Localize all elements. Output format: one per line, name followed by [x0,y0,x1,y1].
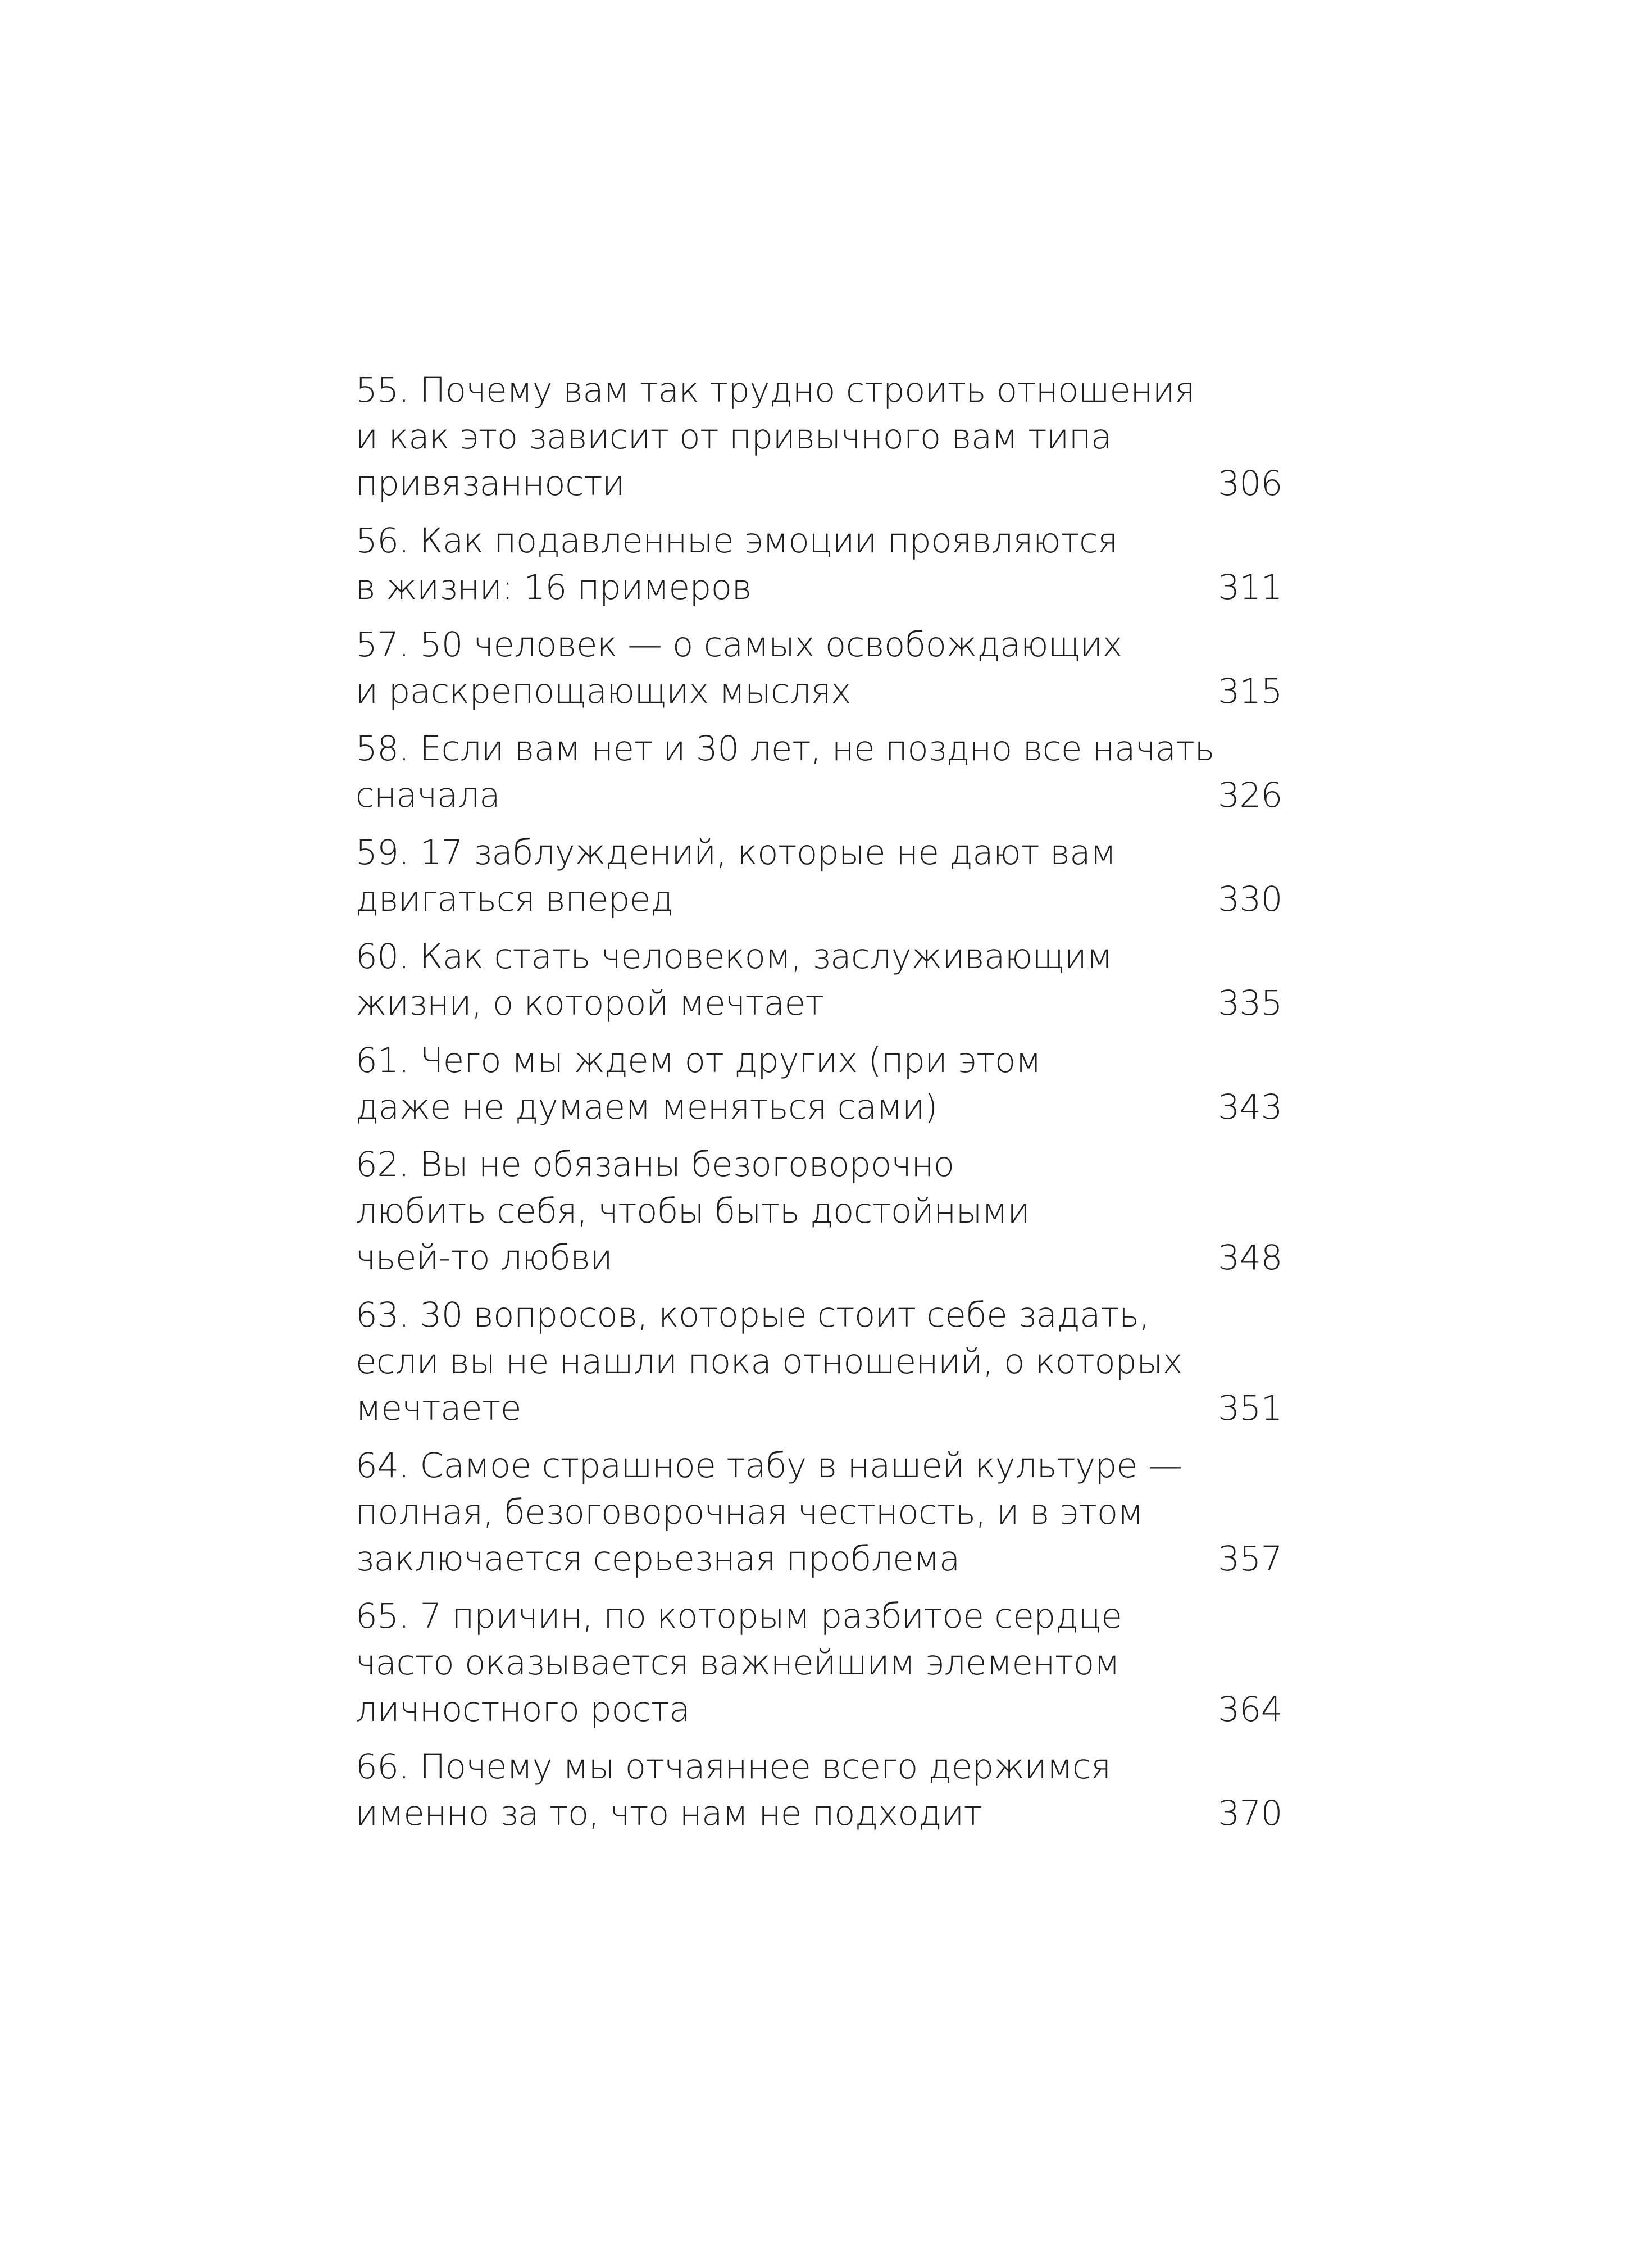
toc-page-number: 370 [1218,1793,1282,1833]
toc-entry-title [356,933,1159,1027]
toc-entry-title [356,1743,1159,1837]
toc-entry-title [356,367,1195,507]
toc-title-line: чьей-то любви [356,1238,613,1278]
toc-title-line: 66. Почему мы отчаяннее всего держимся [356,1747,1111,1787]
toc-title-line: мечтаете [356,1388,521,1428]
table-of-contents [356,367,1282,1847]
toc-title-line: 64. Самое страшное табу в нашей культуре — [356,1446,1182,1486]
toc-title-line: 55. Почему вам так трудно строить отношения [356,370,1195,410]
toc-page-number: 357 [1218,1539,1282,1579]
toc-page-number: 330 [1218,879,1282,919]
toc-entry-title [356,1141,1159,1281]
toc-title-line: 59. 17 заблуждений, которые не дают вам [356,833,1116,873]
toc-title-line: заключается серьезная проблема [356,1539,960,1579]
toc-title-line: часто оказывается важнейшим элементом [356,1643,1120,1683]
toc-title-line: любить себя, чтобы быть достойными [356,1191,1030,1231]
toc-page-number: 306 [1218,464,1282,503]
toc-entry-title [356,829,1159,923]
toc-title-line: в жизни: 16 примеров [356,567,752,607]
toc-title-line: 56. Как подавленные эмоции проявляются [356,521,1118,561]
toc-title-line: именно за то, что нам не подходит [356,1793,982,1833]
toc-entry [356,517,1282,611]
toc-entry [356,1442,1282,1582]
toc-page-number: 364 [1218,1690,1282,1729]
toc-entry-title [356,621,1159,715]
toc-entry-title [356,1037,1159,1130]
toc-entry [356,933,1282,1027]
toc-page-number: 326 [1218,775,1282,815]
toc-title-line: 58. Если вам нет и 30 лет, не поздно все начать [356,729,1214,769]
toc-entry [356,1141,1282,1281]
toc-title-line: 65. 7 причин, по которым разбитое сердце [356,1596,1122,1636]
toc-page-number: 348 [1218,1238,1282,1278]
toc-title-line: сначала [356,775,500,815]
toc-entry-title [356,725,1214,819]
toc-title-line: двигаться вперед [356,879,673,919]
toc-entry-title [356,1593,1159,1733]
toc-page-number: 315 [1218,671,1282,711]
toc-entry [356,367,1282,507]
toc-entry [356,1743,1282,1837]
toc-title-line: 57. 50 человек — о самых освобождающих [356,625,1123,665]
toc-title-line: если вы не нашли пока отношений, о которых [356,1342,1183,1382]
toc-entry [356,621,1282,715]
toc-page-number: 351 [1218,1388,1282,1428]
toc-title-line: даже не думаем меняться сами) [356,1087,938,1127]
toc-entry [356,1037,1282,1130]
toc-entry [356,1292,1282,1432]
toc-entry-title [356,517,1159,611]
toc-title-line: 63. 30 вопросов, которые стоит себе задать, [356,1295,1150,1335]
toc-entry-title [356,1292,1183,1432]
toc-title-line: полная, безоговорочная честность, и в этом [356,1492,1144,1532]
toc-entry [356,1593,1282,1733]
toc-page-number: 343 [1218,1087,1282,1127]
toc-title-line: личностного роста [356,1690,690,1729]
toc-title-line: и раскрепощающих мыслях [356,671,851,711]
toc-page-number: 311 [1218,567,1282,607]
toc-entry-title [356,1442,1182,1582]
toc-title-line: привязанности [356,464,625,503]
toc-title-line: 61. Чего мы ждем от других (при этом [356,1041,1041,1080]
toc-title-line: 60. Как стать человеком, заслуживающим [356,937,1112,977]
toc-entry [356,829,1282,923]
toc-title-line: и как это зависит от привычного вам типа [356,417,1112,457]
toc-title-line: 62. Вы не обязаны безоговорочно [356,1145,954,1184]
toc-title-line: жизни, о которой мечтает [356,983,824,1023]
toc-page-number: 335 [1218,983,1282,1023]
toc-entry [356,725,1282,819]
